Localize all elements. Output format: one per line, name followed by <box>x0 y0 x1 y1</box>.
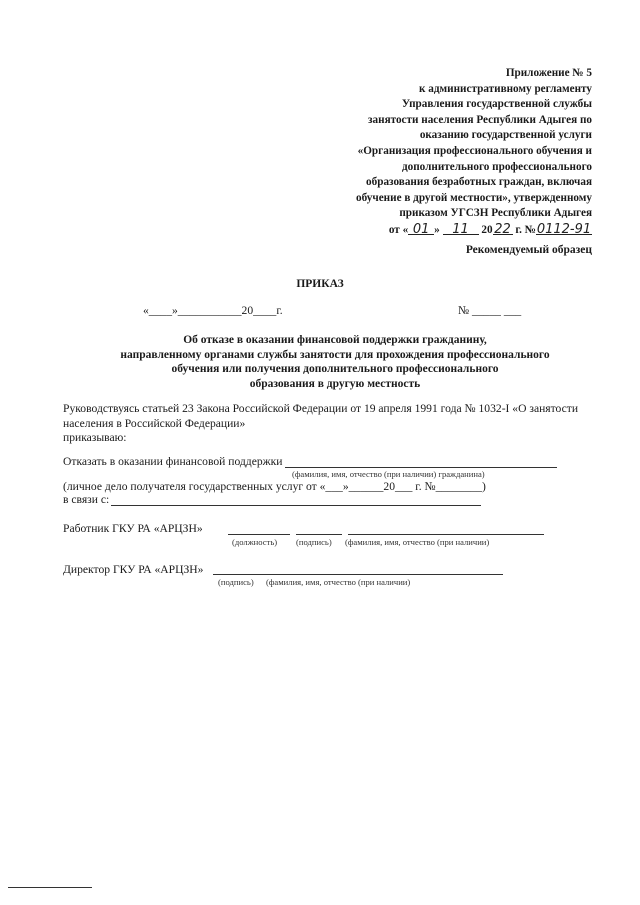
worker-position-line <box>228 534 290 535</box>
date-prefix: от « <box>388 223 409 236</box>
number-prefix: г. № <box>512 223 536 236</box>
subject-line: обучения или получения дополнительного профессионального <box>171 363 499 375</box>
order-subject <box>0 333 640 391</box>
director-line <box>213 574 503 575</box>
body-line: населения в Российской Федерации» <box>63 416 246 430</box>
recommended-sample-label: Рекомендуемый образец <box>465 244 592 256</box>
case-line: (личное дело получателя государственных услуг от «___»______20___ г. №________) <box>63 480 486 493</box>
footnote-separator <box>8 887 92 888</box>
appendix-line: занятости населения Республики Адыгея по <box>368 113 592 126</box>
worker-position-caption: (должность) <box>232 537 278 547</box>
order-number-line: № _____ ___ <box>458 304 522 317</box>
appendix-date-line <box>300 222 592 239</box>
appendix-line: оказанию государственной услуги <box>419 129 592 142</box>
handwritten-month: 11 <box>452 221 469 237</box>
date-year-prefix: 20 <box>481 223 493 236</box>
order-body <box>63 402 578 446</box>
appendix-line: Управления государственной службы <box>401 98 592 111</box>
appendix-line: к административному регламенту <box>419 82 592 95</box>
handwritten-number: 0112-91 <box>536 221 592 237</box>
appendix-line: образования безработных граждан, включая <box>366 176 592 189</box>
body-line: приказываю: <box>63 431 127 444</box>
director-signature-caption: (подпись) <box>218 577 254 587</box>
handwritten-day: 01 <box>412 221 430 237</box>
appendix-line: Приложение № 5 <box>505 67 592 79</box>
order-title: ПРИКАЗ <box>296 278 344 290</box>
refuse-name-line <box>285 467 557 468</box>
order-date-line: «____»___________20____г. <box>143 304 283 317</box>
worker-signature-caption: (подпись) <box>296 537 332 547</box>
appendix-header <box>300 66 592 239</box>
worker-name-caption: (фамилия, имя, отчество (при наличии) <box>345 537 490 547</box>
refuse-label: Отказать в оказании финансовой поддержки <box>63 455 283 468</box>
refuse-name-caption: (фамилия, имя, отчество (при наличии) гражданина) <box>292 469 485 479</box>
director-name-caption: (фамилия, имя, отчество (при наличии) <box>266 577 411 587</box>
subject-line: Об отказе в оказании финансовой поддержки гражданину, <box>183 334 487 346</box>
worker-name-line <box>348 534 544 535</box>
worker-label: Работник ГКУ РА «АРЦЗН» <box>63 522 203 535</box>
subject-line: образования в другую местность <box>249 377 421 390</box>
reason-label: в связи с: <box>63 493 110 506</box>
appendix-line: «Организация профессионального обучения и <box>357 144 592 157</box>
subject-line: направленному органами службы занятости для прохождения профессионального <box>120 348 550 361</box>
reason-line <box>111 505 481 506</box>
appendix-line: приказом УГСЗН Республики Адыгея <box>399 207 592 220</box>
director-label: Директор ГКУ РА «АРЦЗН» <box>63 563 204 576</box>
appendix-line: дополнительного профессионального <box>401 160 592 173</box>
worker-signature-line <box>296 534 342 535</box>
date-mid: » <box>434 223 440 236</box>
handwritten-year: 22 <box>494 221 511 237</box>
body-line: Руководствуясь статьей 23 Закона Российской Федерации от 19 апреля 1991 года № 1032-I «О занятости <box>63 402 579 415</box>
appendix-line: обучение в другой местности», утвержденному <box>356 191 592 204</box>
